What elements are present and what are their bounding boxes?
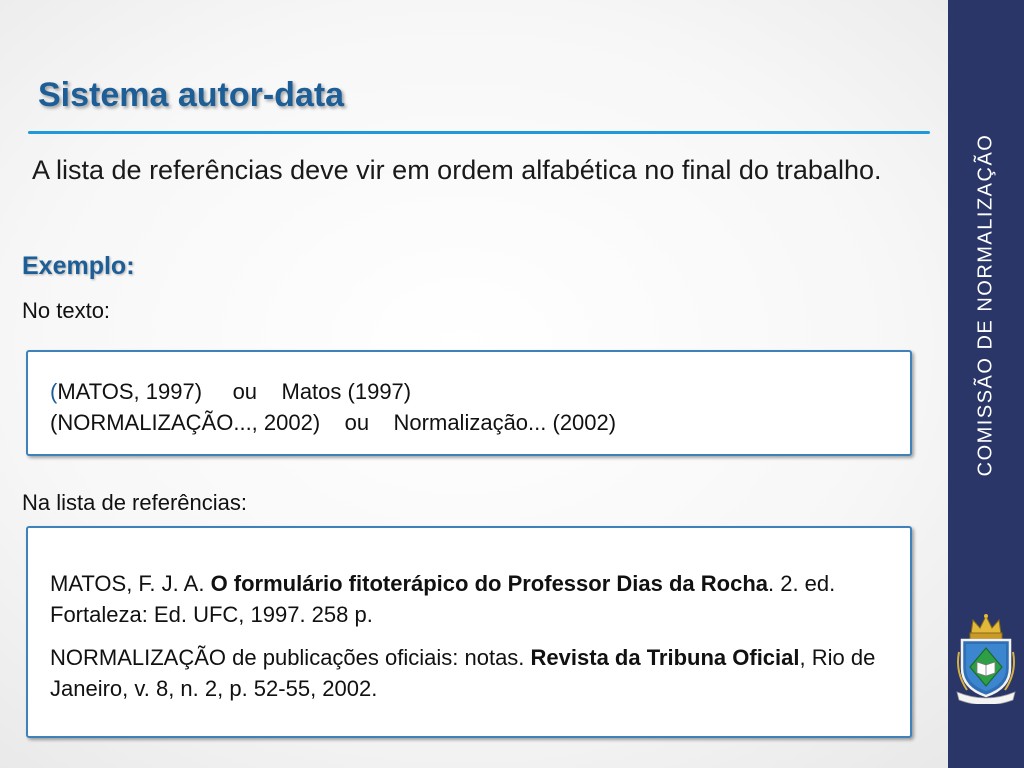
reference-entry-title: O formulário fitoterápico do Professor Dias da Rocha <box>210 571 768 596</box>
reference-list-box <box>26 526 912 738</box>
title-underline <box>28 131 930 134</box>
intro-text: A lista de referências deve vir em ordem alfabética no final do trabalho. <box>32 155 882 185</box>
reference-entry-text: , Rio de Janeiro, v. 8, n. 2, p. 52-55, 2002. <box>50 645 876 701</box>
reference-entry-text: . 2. ed. Fortaleza: Ed. UFC, 1997. 258 p. <box>50 571 836 627</box>
in-text-citation-box <box>26 350 912 456</box>
reference-entry-normalizacao <box>50 642 888 704</box>
in-text-label: No texto: <box>22 298 111 323</box>
example-heading: Exemplo: <box>22 252 135 280</box>
reference-entry-text: NORMALIZAÇÃO de publicações oficiais: notas. <box>50 645 531 670</box>
reference-entry-text: MATOS, F. J. A. <box>50 571 211 596</box>
citation-open-paren: ( <box>50 379 58 404</box>
reference-entry-title: Revista da Tribuna Oficial <box>530 645 800 670</box>
citation-line-1-text: MATOS, 1997) ou Matos (1997) <box>57 379 412 404</box>
references-label: Na lista de referências: <box>22 490 247 515</box>
citation-line-1 <box>50 376 888 407</box>
reference-entry-matos <box>50 568 888 630</box>
citation-line-2: (NORMALIZAÇÃO..., 2002) ou Normalização... (2002) <box>50 410 617 435</box>
sidebar-commission-label: COMISSÃO DE NORMALIZAÇÃO <box>974 133 997 477</box>
slide-title: Sistema autor-data <box>38 76 345 114</box>
university-coat-of-arms-icon <box>953 612 1019 704</box>
